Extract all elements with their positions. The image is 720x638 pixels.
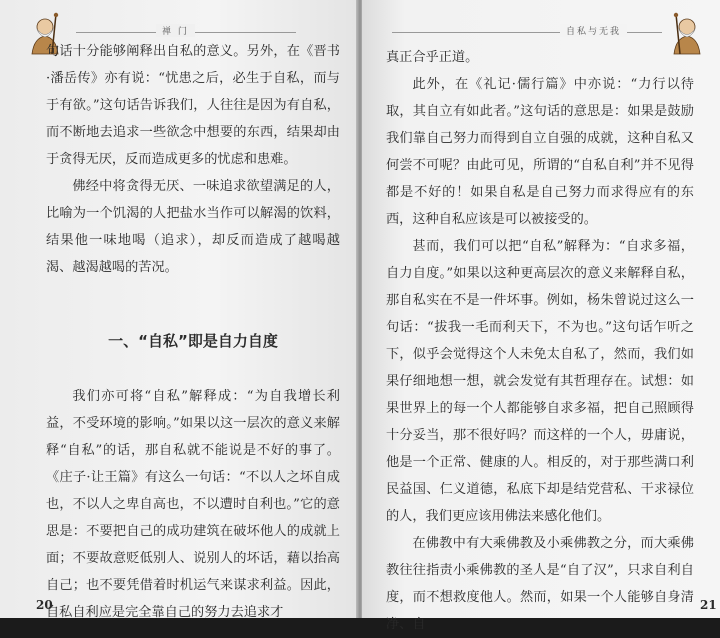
paragraph: 甚而，我们可以把“自私”解释为：“自求多福，自力自度。”如果以这种更高层次的意义来解释自私，那自私实在不是一件坏事。例如，杨朱曾说过这么一句话：“拔我一毛而利天下，不为也。”这句话乍听之下，似乎会觉得这个人未免太自私了，然而，我们如果仔细地想一想，就会发觉有其哲理存在。试想：如果世界上的每一个人都能够自求多福，把自己照顾得十分妥当，那不很好吗？而这样的一个人，毋庸说，他是一个正常、健康的人。相反的，对于那些满口利民益国、仁义道德，私底下却是结党营私、干求禄位的人，我们更应该用佛法来感化他们。: [386, 239, 694, 524]
right-body: [386, 44, 694, 638]
paragraph: 在佛教中有大乘佛教及小乘佛教之分，而大乘佛教往往指责小乘佛教的圣人是“自了汉”，只求自利自度，而不想救度他人。然而，如果一个人能够自身清净、自: [386, 536, 694, 632]
left-page: [0, 0, 358, 618]
running-header-title: 自私与无我: [560, 24, 627, 37]
running-header-title: 禅 门: [156, 24, 195, 37]
left-body-top: [46, 38, 340, 281]
right-page: [362, 0, 720, 632]
paragraph: 句话十分能够阐释出自私的意义。另外，在《晋书·潘岳传》亦有说：“忧患之后，必生于自私，而与于有欲。”这句话告诉我们，人往往是因为有自私，而不断地去追求一些欲念中想要的东西，结果却由于贪得无厌，反而造成更多的忧虑和患难。: [46, 44, 340, 167]
section-heading: 一、“自私”即是自力自度: [108, 332, 278, 350]
page-number: 21: [700, 598, 717, 612]
paragraph: 佛经中将贪得无厌、一味追求欲望满足的人，比喻为一个饥渴的人把盐水当作可以解渴的饮料，结果他一味地喝（追求），却反而造成了越喝越渴、越渴越喝的苦况。: [46, 179, 340, 275]
page-number: 20: [36, 598, 53, 612]
paragraph: 此外，在《礼记·儒行篇》中亦说：“力行以待取，其自立有如此者。”这句话的意思是：如果是鼓励我们靠自己努力而得到自立自强的成就，这种自私又何尝不可呢？由此可见，所谓的“自私自利”并不见得都是不好的！如果自私是自己努力而求得应有的东西，这种自私应该是可以被接受的。: [386, 77, 694, 227]
paragraph: 真正合乎正道。: [386, 50, 479, 65]
paragraph: 我们亦可将“自私”解释成：“为自我增长利益，不受环境的影响。”如果以这一层次的意义来解释“自私”的话，那自私就不能说是不好的事了。《庄子·让王篇》有这么一句话：“不以人之坏自成也，不以人之卑自高也，不以遭时自利也。”它的意思是：不要把自己的成功建筑在破坏他人的成就上面；不要故意贬低别人、说别人的坏话，藉以抬高自己；也不要凭借着时机运气来谋求利益。因此，自私自利应是完全靠自己的努力去追求才: [46, 389, 340, 620]
left-body-bottom: [46, 383, 340, 626]
